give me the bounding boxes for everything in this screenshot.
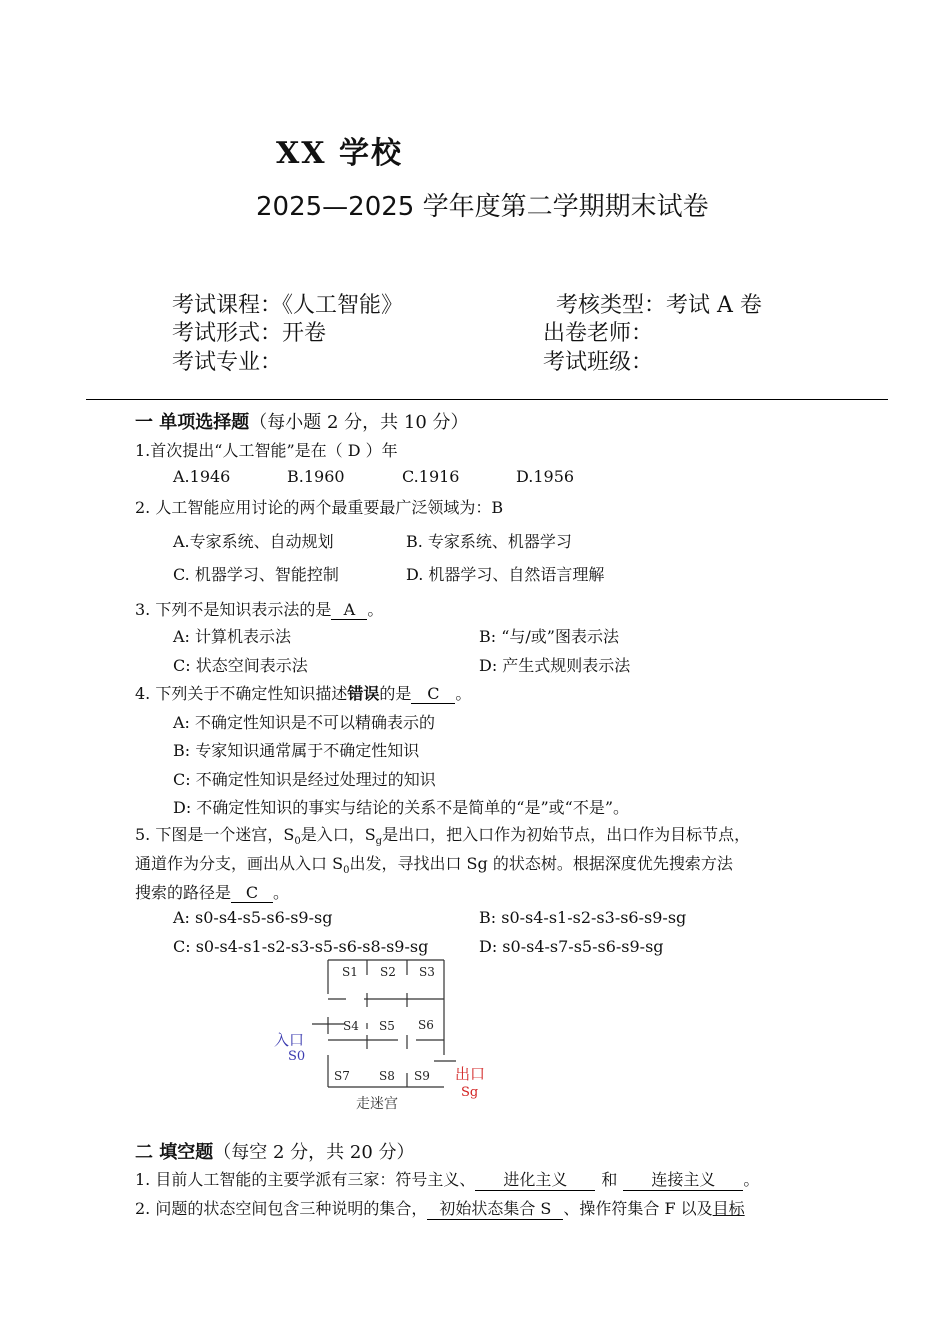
q4-option-b: B: 专家知识通常属于不确定性知识 [173,741,420,760]
maze-exit-state: Sg [461,1085,479,1100]
q1-text-end: ）年 [365,441,398,460]
question-5-line-1 [135,822,750,847]
q4-text: 4. 下列关于不确定性知识描述 [135,684,348,703]
q3-option-b: B: “与/或”图表示法 [479,627,619,646]
fill-question-2 [135,1196,745,1220]
fill-question-1 [135,1167,759,1191]
q5-option-c: C: s0-s4-s1-s2-s3-s5-s6-s8-s9-sg [173,937,429,956]
question-5-line-2 [135,851,733,876]
maze-exit-label: 出口 [455,1065,486,1083]
exam-form: 考试形式：开卷 [172,321,327,346]
q5-text-e: 出发，寻找出口 Sg 的状态树。根据深度优先搜索方法 [349,854,733,873]
exam-course: 考试课程：《人工智能》 [172,293,404,318]
q2-option-a: A.专家系统、自动规划 [173,532,334,551]
q2-option-b: B. 专家系统、机器学习 [406,532,572,551]
q5-text-c: 是出口，把入口作为初始节点，出口作为目标节点， [382,825,751,844]
maze-cell-s6: S6 [418,1018,434,1032]
q4-text-bold: 错误 [347,684,380,703]
section2-title: 二 填空题 [135,1142,214,1163]
question-2: 2. 人工智能应用讨论的两个最重要最广泛领域为：B [135,498,504,517]
q1-option-a: A.1946 [173,467,231,486]
section1-heading [135,408,469,434]
fq2-answer-1: 初始状态集合 S [427,1196,563,1220]
q5-option-d: D: s0-s4-s7-s5-s6-s9-sg [479,937,664,956]
q1-text: 1.首次提出“人工智能”是在（ [135,441,343,460]
section2-note: （每空 2 分，共 20 分） [213,1142,415,1163]
q3-option-d: D: 产生式规则表示法 [479,656,631,675]
question-4 [135,681,471,704]
maze-cell-s5: S5 [379,1019,395,1033]
fq1-text-mid: 和 [601,1170,618,1189]
school-name: XX 学校 [276,136,403,171]
question-3 [135,597,383,620]
exam-major: 考试专业： [172,350,283,375]
q5-text-f: 搜索的路径是 [135,883,232,902]
maze-cell-s8: S8 [379,1069,395,1083]
question-5-line-3 [135,880,289,903]
q1-option-d: D.1956 [516,467,575,486]
q1-answer: D [347,441,361,460]
maze-caption: 走迷宫 [356,1096,398,1112]
fq1-answer-1: 进化主义 [475,1167,595,1191]
maze-entrance-state: S0 [288,1049,306,1064]
q3-answer: A [331,600,367,620]
q5-option-a: A: s0-s4-s5-s6-s9-sg [173,908,333,927]
fq2-text: 2. 问题的状态空间包含三种说明的集合， [135,1199,428,1218]
maze-entrance-label: 入口 [274,1031,305,1049]
q3-text-end: 。 [367,600,384,619]
q4-option-d: D: 不确定性知识的事实与结论的关系不是简单的“是”或“不是”。 [173,798,630,817]
section1-note: （每小题 2 分，共 10 分） [249,412,469,433]
exam-type: 考核类型：考试 A 卷 [556,293,762,318]
q5-sub-0b: 0 [343,865,350,877]
q5-text-b: 是入口，S [300,825,376,844]
exam-teacher: 出卷老师： [543,321,654,346]
maze-cell-s1: S1 [342,965,358,979]
q1-option-c: C.1916 [402,467,460,486]
q3-text: 3. 下列不是知识表示法的是 [135,600,332,619]
maze-cell-s9: S9 [414,1069,430,1083]
fq2-answer-2: 目标 [712,1199,745,1218]
q2-option-c: C. 机器学习、智能控制 [173,565,339,584]
exam-class: 考试班级： [543,350,654,375]
fq1-answer-2: 连接主义 [623,1167,743,1191]
q4-option-c: C: 不确定性知识是经过处理过的知识 [173,770,436,789]
q1-option-b: B.1960 [287,467,345,486]
q4-text-mid: 的是 [379,684,412,703]
q5-answer: C [231,883,273,903]
q5-text-a: 5. 下图是一个迷宫，S [135,825,295,844]
q4-text-end: 。 [455,684,472,703]
maze-cell-s7: S7 [334,1069,350,1083]
q4-answer: C [411,684,455,704]
section1-title: 一 单项选择题 [135,412,250,433]
fq1-text-end: 。 [743,1170,760,1189]
q3-option-c: C: 状态空间表示法 [173,656,308,675]
q5-text-d: 通道作为分支，画出从入口 S [135,854,344,873]
q5-text-end: 。 [273,883,290,902]
q2-option-d: D. 机器学习、自然语言理解 [406,565,605,584]
maze-cell-s3: S3 [419,965,435,979]
fq2-text-mid: 、操作符集合 F 以及 [563,1199,713,1218]
header-divider [86,399,888,400]
section2-heading [135,1138,415,1164]
maze-cell-s2: S2 [380,965,396,979]
fq1-text: 1. 目前人工智能的主要学派有三家：符号主义、 [135,1170,476,1189]
q3-option-a: A: 计算机表示法 [173,627,292,646]
q4-option-a: A: 不确定性知识是不可以精确表示的 [173,713,436,732]
maze-figure [268,955,498,1115]
q5-option-b: B: s0-s4-s1-s2-s3-s6-s9-sg [479,908,687,927]
question-1 [135,438,398,461]
q5-sub-g: g [375,836,383,848]
exam-title: 2025—2025 学年度第二学期期末试卷 [256,192,709,222]
q5-sub-0: 0 [294,836,301,848]
maze-cell-s4: S4 [343,1019,359,1033]
